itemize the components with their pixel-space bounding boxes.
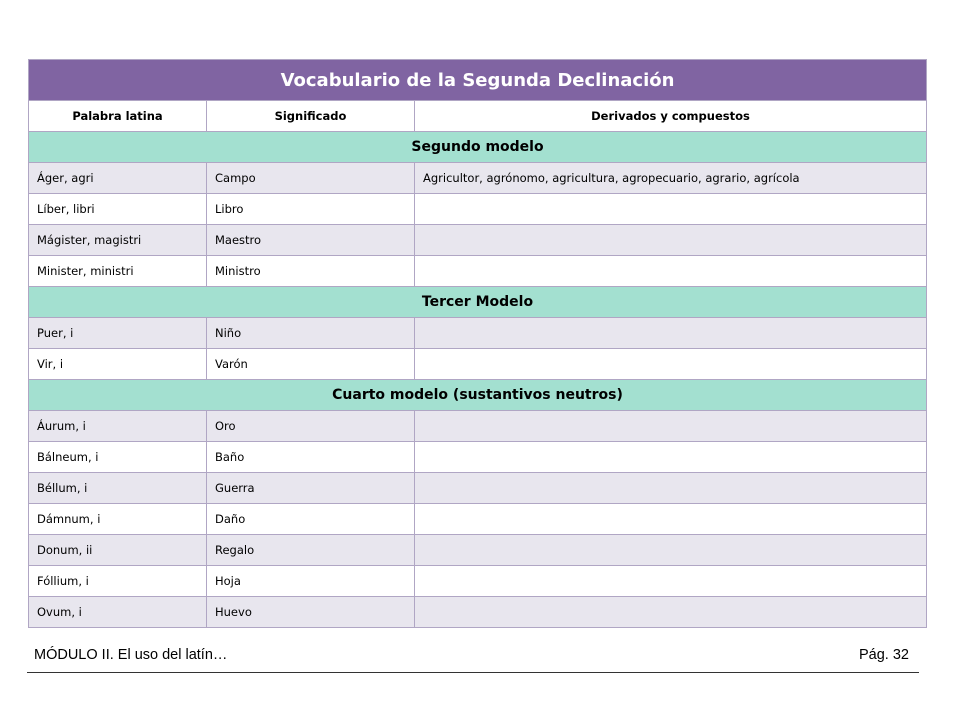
column-header-meaning: Significado xyxy=(207,101,415,132)
cell-derivatives xyxy=(415,566,927,597)
cell-meaning: Maestro xyxy=(207,225,415,256)
cell-latin-word: Dámnum, i xyxy=(29,504,207,535)
cell-meaning: Niño xyxy=(207,318,415,349)
cell-latin-word: Minister, ministri xyxy=(29,256,207,287)
page-number: Pág. 32 xyxy=(859,647,909,663)
table-row xyxy=(29,411,927,442)
cell-meaning: Campo xyxy=(207,163,415,194)
cell-derivatives xyxy=(415,597,927,628)
cell-meaning: Regalo xyxy=(207,535,415,566)
section-heading-row xyxy=(29,287,927,318)
cell-meaning: Guerra xyxy=(207,473,415,504)
cell-latin-word: Líber, libri xyxy=(29,194,207,225)
cell-derivatives xyxy=(415,194,927,225)
section-heading: Cuarto modelo (sustantivos neutros) xyxy=(29,380,927,411)
cell-meaning: Hoja xyxy=(207,566,415,597)
cell-derivatives xyxy=(415,473,927,504)
cell-derivatives xyxy=(415,318,927,349)
cell-latin-word: Áger, agri xyxy=(29,163,207,194)
cell-derivatives xyxy=(415,349,927,380)
footer-divider xyxy=(27,672,919,673)
cell-latin-word: Puer, i xyxy=(29,318,207,349)
table-row xyxy=(29,256,927,287)
cell-derivatives xyxy=(415,411,927,442)
table-row xyxy=(29,597,927,628)
cell-derivatives xyxy=(415,442,927,473)
cell-latin-word: Donum, ii xyxy=(29,535,207,566)
column-header-latin-word: Palabra latina xyxy=(29,101,207,132)
vocabulary-table xyxy=(28,59,927,628)
cell-derivatives xyxy=(415,504,927,535)
cell-derivatives xyxy=(415,256,927,287)
cell-latin-word: Fóllium, i xyxy=(29,566,207,597)
section-heading: Tercer Modelo xyxy=(29,287,927,318)
table-title: Vocabulario de la Segunda Declinación xyxy=(29,60,927,101)
table-row xyxy=(29,442,927,473)
table-row xyxy=(29,535,927,566)
column-header-row xyxy=(29,101,927,132)
cell-latin-word: Béllum, i xyxy=(29,473,207,504)
cell-latin-word: Mágister, magistri xyxy=(29,225,207,256)
table-body xyxy=(29,132,927,628)
table-row xyxy=(29,318,927,349)
cell-derivatives xyxy=(415,225,927,256)
cell-meaning: Varón xyxy=(207,349,415,380)
table-row xyxy=(29,163,927,194)
cell-meaning: Ministro xyxy=(207,256,415,287)
cell-meaning: Baño xyxy=(207,442,415,473)
table-row xyxy=(29,349,927,380)
section-heading-row xyxy=(29,380,927,411)
section-heading: Segundo modelo xyxy=(29,132,927,163)
cell-meaning: Oro xyxy=(207,411,415,442)
table-row xyxy=(29,225,927,256)
table-row xyxy=(29,566,927,597)
table-row xyxy=(29,194,927,225)
cell-latin-word: Ovum, i xyxy=(29,597,207,628)
cell-derivatives xyxy=(415,535,927,566)
cell-latin-word: Áurum, i xyxy=(29,411,207,442)
cell-meaning: Daño xyxy=(207,504,415,535)
table-row xyxy=(29,473,927,504)
cell-latin-word: Bálneum, i xyxy=(29,442,207,473)
table-title-row xyxy=(29,60,927,101)
footer-module-label: MÓDULO II. El uso del latín… xyxy=(34,647,228,663)
cell-latin-word: Vir, i xyxy=(29,349,207,380)
cell-meaning: Libro xyxy=(207,194,415,225)
table-row xyxy=(29,504,927,535)
cell-derivatives: Agricultor, agrónomo, agricultura, agropecuario, agrario, agrícola xyxy=(415,163,927,194)
section-heading-row xyxy=(29,132,927,163)
column-header-derivatives: Derivados y compuestos xyxy=(415,101,927,132)
cell-meaning: Huevo xyxy=(207,597,415,628)
